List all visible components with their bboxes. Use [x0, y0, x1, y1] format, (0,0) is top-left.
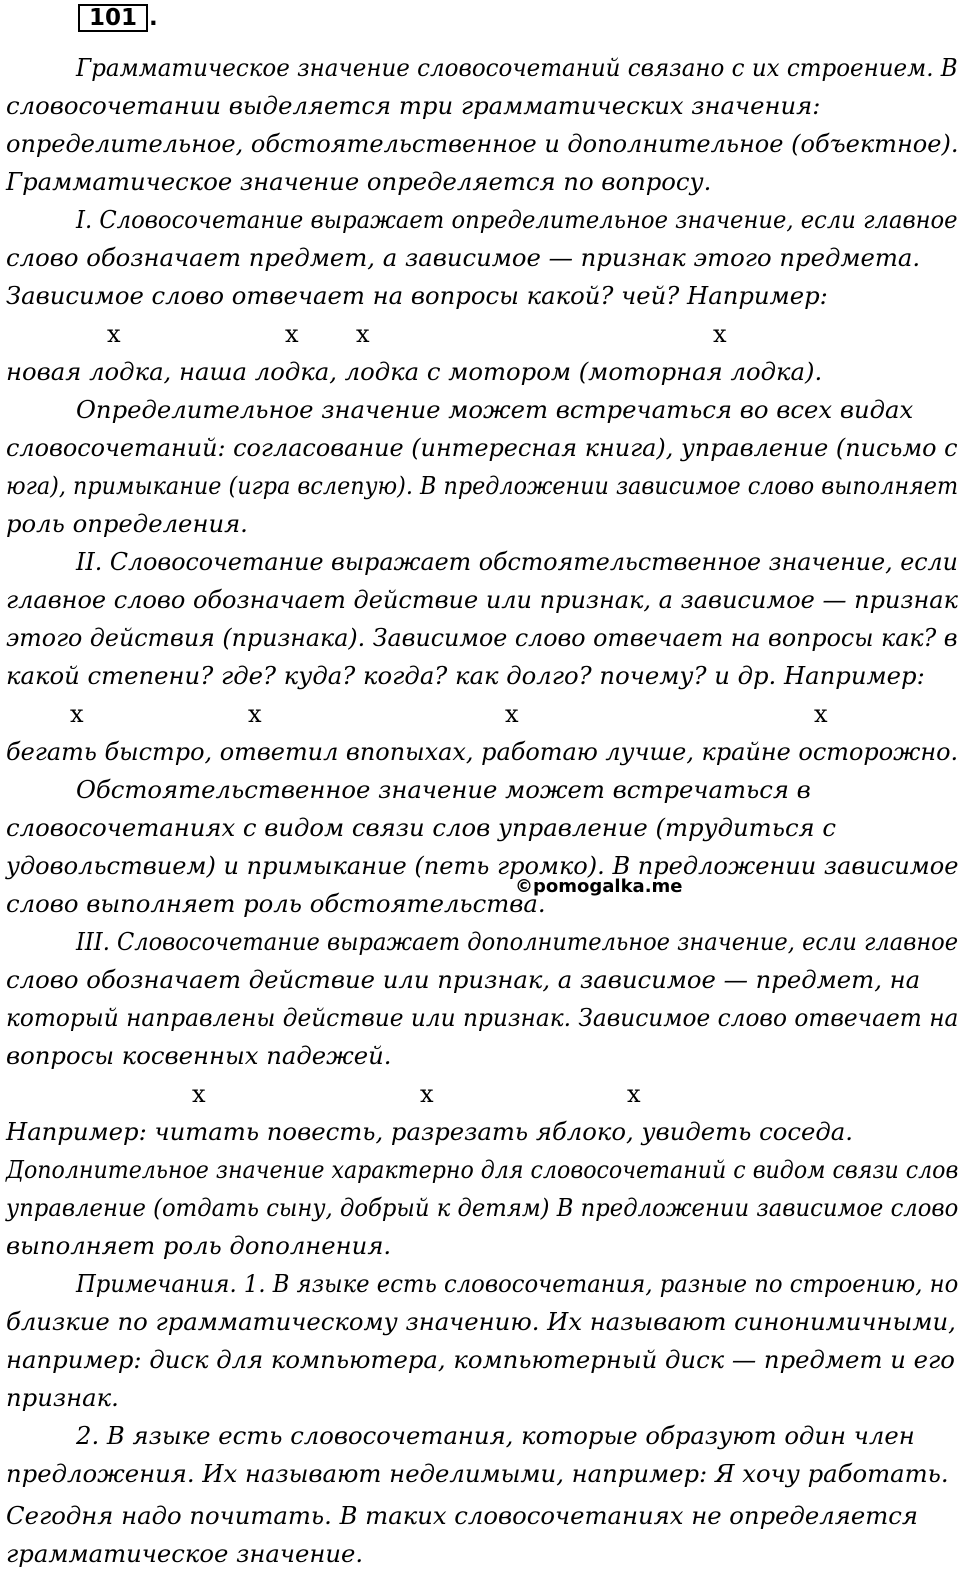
text-line: Например: читать повесть, разрезать яблоко, увидеть соседа.: [6, 1117, 853, 1146]
text-line: признак.: [6, 1383, 119, 1412]
text-line: слово выполняет роль обстоятельства.: [6, 889, 546, 918]
text-line: Грамматическое значение словосочетаний связано с их строением. В: [76, 53, 958, 82]
main-word-mark: x: [814, 700, 828, 728]
text-line: близкие по грамматическому значению. Их называют синонимичными,: [6, 1307, 956, 1336]
text-line: словосочетании выделяется три грамматических значения:: [6, 91, 821, 120]
text-line: II. Словосочетание выражает обстоятельственное значение, если: [76, 547, 958, 576]
text-line: роль определения.: [6, 509, 248, 538]
main-word-mark: x: [248, 700, 262, 728]
main-word-mark: x: [285, 320, 299, 348]
text-line: слово обозначает действие или признак, а зависимое — предмет, на: [6, 965, 921, 994]
text-line: 2. В языке есть словосочетания, которые образуют один член: [76, 1421, 915, 1450]
text-line: бегать быстро, ответил впопыхах, работаю лучше, крайне осторожно.: [6, 737, 959, 766]
exercise-number-dot: .: [149, 5, 158, 31]
text-line: Сегодня надо почитать. В таких словосочетаниях не определяется: [6, 1501, 918, 1530]
text-line: словосочетаниях с видом связи слов управление (трудиться с: [6, 813, 836, 842]
text-line: Грамматическое значение определяется по вопросу.: [6, 167, 712, 196]
text-line: который направлены действие или признак. Зависимое слово отвечает на: [6, 1003, 959, 1032]
text-line: Зависимое слово отвечает на вопросы какой? чей? Например:: [6, 281, 828, 310]
text-line: вопросы косвенных падежей.: [6, 1041, 392, 1070]
text-line: слово обозначает предмет, а зависимое — признак этого предмета.: [6, 243, 921, 272]
text-line: Дополнительное значение характерно для словосочетаний с видом связи слов: [6, 1155, 959, 1184]
text-line: какой степени? где? куда? когда? как долго? почему? и др. Например:: [6, 661, 925, 690]
main-word-mark: x: [627, 1080, 641, 1108]
text-line: Обстоятельственное значение может встречаться в: [76, 775, 811, 804]
text-line: управление (отдать сыну, добрый к детям) В предложении зависимое слово: [6, 1193, 959, 1222]
main-word-mark: x: [356, 320, 370, 348]
main-word-mark: x: [420, 1080, 434, 1108]
text-line: главное слово обозначает действие или признак, а зависимое — признак: [6, 585, 958, 614]
watermark: ©pomogalka.me: [515, 876, 683, 897]
text-line: словосочетаний: согласование (интересная книга), управление (письмо с: [6, 433, 958, 462]
text-line: определительное, обстоятельственное и дополнительное (объектное).: [6, 129, 959, 158]
text-line: III. Словосочетание выражает дополнительное значение, если главное: [76, 927, 959, 956]
text-line: грамматическое значение.: [6, 1539, 364, 1568]
main-word-mark: x: [107, 320, 121, 348]
exercise-number: 101: [78, 4, 148, 32]
text-line: Примечания. 1. В языке есть словосочетания, разные по строению, но: [76, 1269, 959, 1298]
main-word-mark: x: [192, 1080, 206, 1108]
text-line: новая лодка, наша лодка, лодка с мотором (моторная лодка).: [6, 357, 823, 386]
main-word-mark: x: [70, 700, 84, 728]
text-line: например: диск для компьютера, компьютерный диск — предмет и его: [6, 1345, 955, 1374]
text-line: юга), примыкание (игра вслепую). В предложении зависимое слово выполняет: [6, 471, 959, 500]
text-line: I. Словосочетание выражает определительное значение, если главное: [76, 205, 958, 234]
text-line: выполняет роль дополнения.: [6, 1231, 392, 1260]
text-line: удовольствием) и примыкание (петь громко). В предложении зависимое: [6, 851, 959, 880]
text-line: предложения. Их называют неделимыми, например: Я хочу работать.: [6, 1459, 949, 1488]
main-word-mark: x: [505, 700, 519, 728]
text-line: этого действия (признака). Зависимое слово отвечает на вопросы как? в: [6, 623, 958, 652]
main-word-mark: x: [713, 320, 727, 348]
text-line: Определительное значение может встречаться во всех видах: [76, 395, 914, 424]
